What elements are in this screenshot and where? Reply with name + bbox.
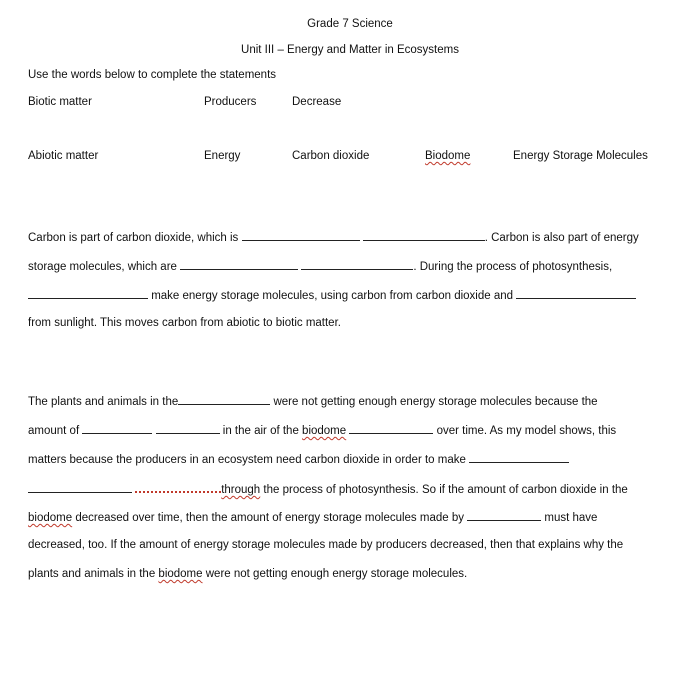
- answer-blank[interactable]: [180, 259, 298, 270]
- instructions: Use the words below to complete the statements: [28, 69, 277, 81]
- answer-blank[interactable]: [178, 394, 270, 405]
- paragraph2-line4: through the process of photosynthesis. So if the amount of carbon dioxide in the: [28, 481, 628, 496]
- word-bank-item: Biodome: [425, 150, 471, 162]
- paragraph2-line1: The plants and animals in the were not getting enough energy storage molecules because the: [28, 396, 598, 408]
- paragraph1-line2: storage molecules, which are . During the process of photosynthesis,: [28, 261, 613, 273]
- page-subtitle: Unit III – Energy and Matter in Ecosystems: [241, 44, 459, 56]
- answer-blank[interactable]: [28, 482, 132, 493]
- paragraph2-line7: plants and animals in the biodome were not getting enough energy storage molecules.: [28, 568, 468, 580]
- word-bank-item: Carbon dioxide: [292, 150, 370, 162]
- paragraph1-line4: from sunlight. This moves carbon from abiotic to biotic matter.: [28, 317, 341, 329]
- word-bank-item: Energy Storage Molecules: [513, 150, 648, 162]
- answer-blank-dotted[interactable]: [135, 481, 221, 493]
- paragraph2-line5: biodome decreased over time, then the amount of energy storage molecules made by must have: [28, 512, 598, 524]
- paragraph2-line6: decreased, too. If the amount of energy storage molecules made by producers decreased, then that explains why the: [28, 539, 624, 551]
- paragraph2-line3: matters because the producers in an ecosystem need carbon dioxide in order to make: [28, 452, 569, 466]
- paragraph2-line2: amount of in the air of the biodome over time. As my model shows, this: [28, 425, 617, 437]
- answer-blank[interactable]: [301, 259, 413, 270]
- page-title: Grade 7 Science: [307, 18, 393, 30]
- answer-blank[interactable]: [349, 423, 433, 434]
- word-bank-item: Biotic matter: [28, 96, 92, 108]
- answer-blank[interactable]: [156, 423, 220, 434]
- answer-blank[interactable]: [242, 230, 360, 241]
- word-bank-item: Energy: [204, 150, 241, 162]
- answer-blank[interactable]: [363, 230, 485, 241]
- word-bank-item: Decrease: [292, 96, 342, 108]
- answer-blank[interactable]: [82, 423, 152, 434]
- answer-blank[interactable]: [469, 452, 569, 463]
- word-bank-item: Abiotic matter: [28, 150, 99, 162]
- paragraph1-line3: make energy storage molecules, using carbon from carbon dioxide and: [28, 288, 636, 302]
- word-bank-item: Producers: [204, 96, 257, 108]
- answer-blank[interactable]: [516, 288, 636, 299]
- paragraph1-line1: Carbon is part of carbon dioxide, which is . Carbon is also part of energy: [28, 232, 639, 244]
- answer-blank[interactable]: [28, 288, 148, 299]
- answer-blank[interactable]: [467, 510, 541, 521]
